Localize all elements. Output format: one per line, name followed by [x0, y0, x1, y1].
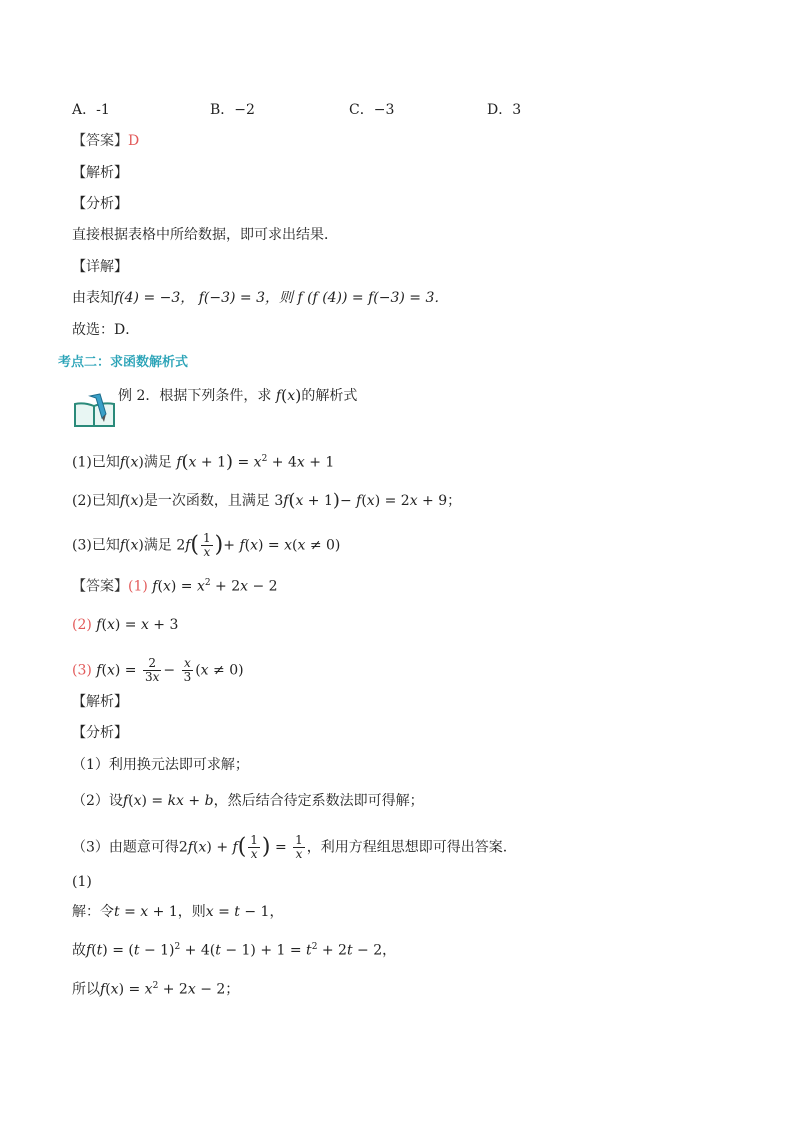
answer-line-2: 【答案】(1) $f(x) = x^2 + 2x - 2$ [72, 578, 278, 595]
problem-1: (1)已知f(x)满足 $f(x + 1) = x^2 + 4x + 1$ [72, 451, 335, 473]
section-title: 考点二：求函数解析式 [58, 355, 189, 370]
option-a: A．-1 [72, 102, 110, 118]
fenxi-tag-2: 【分析】 [72, 725, 128, 741]
guxuan-line-1: 故选：D． [72, 322, 140, 338]
option-c: C．−3 [349, 102, 395, 118]
option-d: D．3 [487, 102, 522, 118]
fenxi-text-1: 直接根据表格中所给数据，即可求出结果． [72, 227, 338, 243]
analysis-step-3: （3）由题意可得2f(x) + f( $\frac{1}{x}$ ) = $\frac{1}{x}$ ，利用方程组思想即可得出答案. [72, 833, 508, 861]
answer-value: D [128, 133, 140, 149]
problem-3: (3)已知f(x)满足 2f( $\frac{1}{x}$ )+ f(x) = x(x ≠ 0) [72, 531, 341, 559]
example-2-header: 例 2．根据下列条件，求 f(x)的解析式 [118, 386, 358, 405]
answer-line-4: (3) f(x) = $\frac{2}{3x}$ − $\frac{x}{3}$ (x ≠ 0) [72, 656, 244, 684]
fenxi-tag-1: 【分析】 [72, 196, 128, 212]
example-label: 例 2 [118, 388, 146, 404]
xiangjie-tag-1: 【详解】 [72, 259, 128, 275]
analysis-step-1: （1）利用换元法即可求解； [72, 757, 249, 773]
answer-line-1 [72, 131, 139, 151]
jiexi-tag-1: 【解析】 [72, 165, 128, 181]
problem-2: (2)已知f(x)是一次函数，且满足 3f(x + 1)− f(x) = 2x + 9； [72, 490, 462, 511]
solution-label: (1) [72, 874, 92, 890]
jiexi-tag-2: 【解析】 [72, 694, 128, 710]
example-text: ．根据下列条件，求 [145, 388, 272, 404]
detail-math: f(4) = −3， f(−3) = 3，则 f (f (4)) = f(−3) = 3． [114, 290, 449, 306]
options-row [72, 100, 521, 120]
detail-prefix: 由表知 [72, 290, 114, 306]
solution-line-3: 所以$f(x) = x^2 + 2x - 2$； [72, 981, 240, 998]
solution-line-1: 解：令t = x + 1，则x = t − 1， [72, 904, 284, 920]
answer-line-3: (2) f(x) = x + 3 [72, 617, 179, 633]
answer-tag: 【答案】 [72, 133, 128, 149]
analysis-step-2: （2）设f(x) = kx + b，然后结合待定系数法即可得解； [72, 793, 424, 809]
solution-line-2: 故$f(t) = (t - 1)^2 + 4(t - 1) + 1 = t^2 + 2t - 2$， [72, 942, 397, 959]
example-tail: 的解析式 [301, 388, 358, 404]
book-pencil-icon [72, 392, 118, 428]
detail-line-1 [72, 288, 448, 308]
option-b: B．−2 [210, 102, 255, 118]
